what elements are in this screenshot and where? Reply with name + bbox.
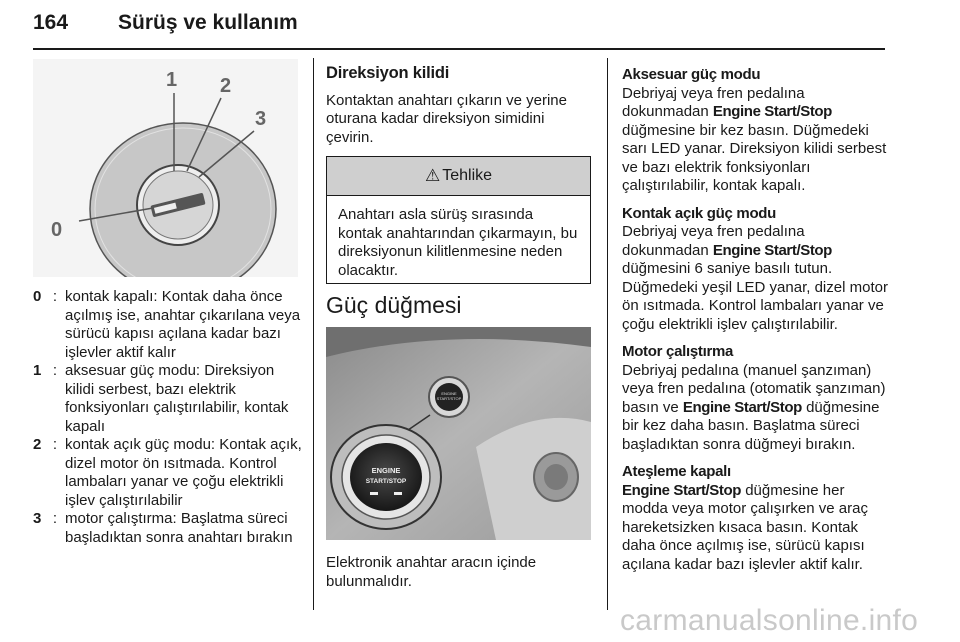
position-text: aksesuar güç modu: Direksiyon kilidi serbest, bazı elektrik fonksiyonları çalıştırılabilir, kontak kapalı (65, 362, 289, 435)
mode-text: Debriyaj veya fren pedalına dokunmadan Engine Start/Stop düğmesini 6 saniye basılı tutun. Düğmedeki yeşil LED yanar, dizel motor ön ısıtmada. Kontrol lambaları yanar ve çoğu elektrikli işlev çalıştırılabilir. (622, 223, 888, 333)
position-text: motor çalıştırma: Başlatma süreci başladıktan sonra anahtarı bırakın (65, 510, 293, 546)
small-button-label: ENGINE (441, 391, 457, 396)
button-label-line2: START/STOP (365, 478, 407, 485)
header-rule (33, 48, 885, 50)
mode-title: Motor çalıştırma (622, 343, 734, 360)
position-key: 1 (33, 362, 42, 379)
power-modes-section (622, 66, 892, 583)
mode-title: Kontak açık güç modu (622, 204, 777, 222)
ignition-label-0: 0 (51, 219, 63, 241)
figure-caption: Elektronik anahtar aracın içinde bulunmalıdır. (326, 554, 537, 590)
position-text: kontak kapalı: Kontak daha önce açılmış ise, anahtar çıkarılana veya sürücü kapısı açılana kadar bazı işlevler aktif kalır (65, 288, 301, 361)
danger-header (327, 157, 590, 196)
page-title: Sürüş ve kullanım (118, 11, 298, 34)
power-button-figure (326, 327, 591, 540)
warning-icon: ⚠ (424, 166, 441, 185)
small-button-label: START/STOP (436, 396, 462, 401)
mode-text: Debriyaj pedalına (manuel şanzıman) veya fren pedalına (otomatik şanzıman) basın ve Engine Start/Stop düğmesine bir kez daha basın. Başlatma süreci başladıktan sonra düğmeyi bırakın. (622, 361, 886, 453)
column-divider (607, 58, 608, 610)
section-title: Güç düğmesi (326, 292, 462, 318)
mode-block (622, 66, 892, 196)
position-key: 2 (33, 436, 42, 453)
mode-title: Aksesuar güç modu (622, 66, 761, 83)
page-header (33, 4, 885, 48)
mode-block (622, 463, 892, 574)
danger-text: Anahtarı asla sürüş sırasında kontak anahtarından çıkarmayın, bu direksiyonun kilitlenmesine neden olacaktır. (338, 206, 578, 279)
position-key: 0 (33, 288, 42, 305)
steering-lock-section (326, 64, 596, 147)
ignition-label-2: 2 (220, 75, 232, 97)
mode-title: Ateşleme kapalı (622, 463, 731, 480)
position-text: kontak açık güç modu: Kontak açık, dizel motor ön ısıtmada. Kontrol lambaları yanar ve çoğu elektrikli işlev çalıştırılabilir (65, 436, 302, 509)
danger-title: Tehlike (442, 167, 493, 184)
list-item: 1 : aksesuar güç modu: Direksiyon kilidi serbest, bazı elektrik fonksiyonları çalıştırılabilir, kontak kapalı (33, 362, 303, 436)
watermark-link[interactable]: carmanualsonline.info (620, 604, 919, 637)
list-item: 0 : kontak kapalı: Kontak daha önce açılmış ise, anahtar çıkarılana veya sürücü kapısı açılana kadar bazı işlevler aktif kalır (33, 288, 303, 362)
mode-text: Debriyaj veya fren pedalına dokunmadan Engine Start/Stop düğmesine bir kez basın. Düğmedeki sarı LED yanar. Direksiyon kilidi serbest ve bazı elektrik fonksiyonları çalıştırılabilir, kontak kapalı. (622, 84, 887, 194)
paragraph: Kontaktan anahtarı çıkarın ve yerine oturana kadar direksiyon simidini çevirin. (326, 91, 567, 146)
list-item: 3 : motor çalıştırma: Başlatma süreci başladıktan sonra anahtarı bırakın (33, 510, 303, 547)
ignition-label-3: 3 (255, 108, 267, 130)
mode-block (622, 205, 892, 335)
ignition-label-1: 1 (166, 69, 178, 91)
list-item: 2 : kontak açık güç modu: Kontak açık, dizel motor ön ısıtmada. Kontrol lambaları yanar ve çoğu elektrikli işlev çalıştırılabilir (33, 436, 302, 509)
danger-box (326, 156, 591, 284)
section-heading: Direksiyon kilidi (326, 64, 450, 82)
button-label-line1: ENGINE (371, 466, 401, 475)
mode-block (622, 343, 892, 454)
mode-text: Engine Start/Stop düğmesine her modda veya motor çalışırken ve araç hareketsizken kısaca basın. Kontak daha önce açılmış ise, sürücü kapısı açılana kadar bazı işlevler aktif kalır. (622, 481, 868, 573)
column-divider (313, 58, 314, 610)
ignition-switch-figure (33, 59, 298, 277)
position-key: 3 (33, 510, 42, 527)
page-number: 164 (33, 11, 69, 34)
ignition-positions-list (33, 288, 303, 547)
